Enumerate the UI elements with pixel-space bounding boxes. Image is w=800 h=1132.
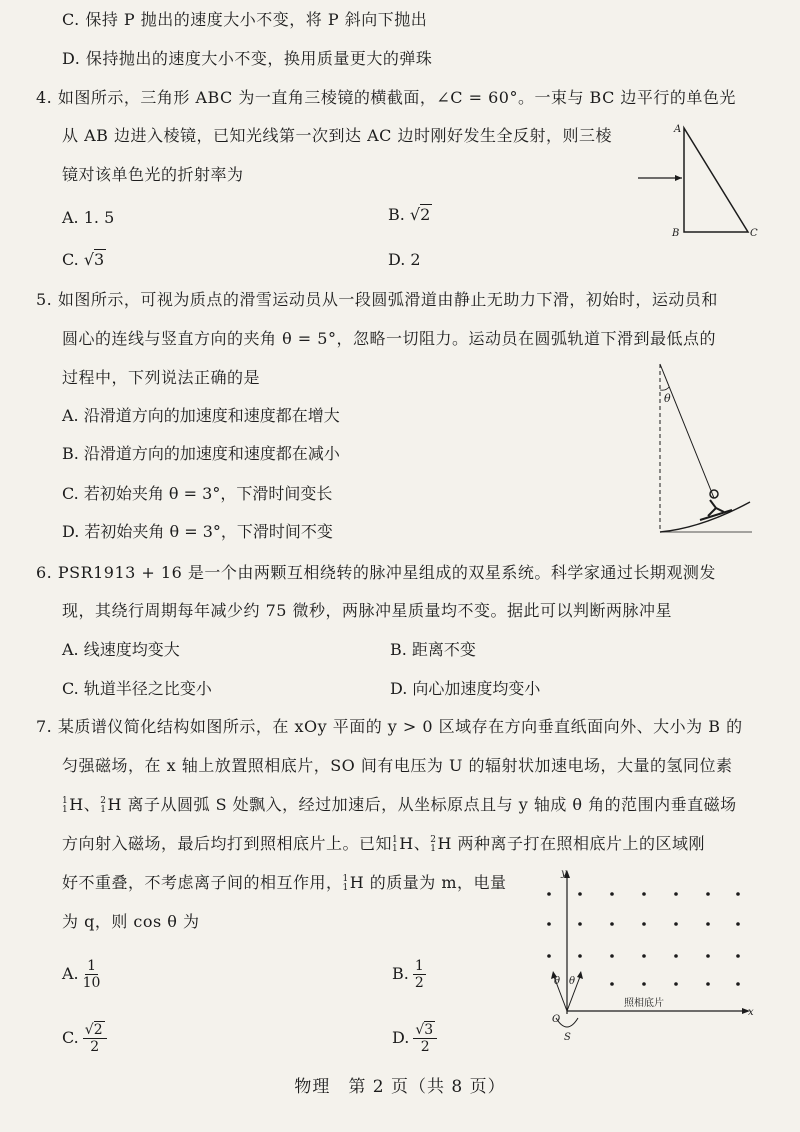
field-dot xyxy=(610,954,614,958)
q7-label-s: S xyxy=(564,1032,571,1043)
q5-stem-line1: 5. 如图所示，可视为质点的滑雪运动员从一段圆弧滑道由静止无助力下滑，初始时，运动员和 xyxy=(36,290,718,309)
q7-stem-line3: 1 1 H、 2 1 H 离子从圆弧 S 处飘入，经过加速后，从坐标原点且与 y 轴成 θ 角的范围内垂直磁场 xyxy=(62,795,737,815)
field-dot xyxy=(642,892,646,896)
field-dot xyxy=(706,892,710,896)
field-dot xyxy=(578,922,582,926)
q4-label-c: C xyxy=(750,228,758,239)
q7-label-film: 照相底片 xyxy=(624,998,664,1009)
field-dot xyxy=(642,922,646,926)
field-dot xyxy=(547,892,551,896)
field-dot xyxy=(706,922,710,926)
q7-stem-line2: 匀强磁场，在 x 轴上放置照相底片，SO 间有电压为 U 的辐射状加速电场，大量的氢同位素 xyxy=(62,756,733,775)
field-dot xyxy=(578,954,582,958)
q4-stem-line1: 4. 如图所示，三角形 ABC 为一直角三棱镜的横截面，∠C = 60°。一束与 BC 边平行的单色光 xyxy=(36,88,736,107)
q5-stem-line2: 圆心的连线与竖直方向的夹角 θ = 5°，忽略一切阻力。运动员在圆弧轨道下滑到最低点的 xyxy=(62,329,716,348)
field-dot xyxy=(674,922,678,926)
q7-mass-spectrometer-figure xyxy=(540,866,760,1046)
q4-stem-line2: 从 AB 边进入棱镜，已知光线第一次到达 AC 边时刚好发生全反射，则三棱 xyxy=(62,126,612,145)
q4-option-b: B. √2 xyxy=(388,205,431,224)
q5-option-d: D. 若初始夹角 θ = 3°，下滑时间不变 xyxy=(62,522,333,541)
isotope-2-1-b: 2 1 xyxy=(430,834,437,854)
q7-option-c: C. $\frac{√2}{2}$ xyxy=(62,1022,107,1055)
q7-stem-line5: 好不重叠，不考虑离子间的相互作用， 1 1 H 的质量为 m，电量 xyxy=(62,873,507,893)
field-dot xyxy=(578,892,582,896)
q6-stem-line1: 6. PSR1913 + 16 是一个由两颗互相绕转的脉冲星组成的双星系统。科学家通过长期观测发 xyxy=(36,563,716,582)
isotope-1-1-b: 1 1 xyxy=(392,834,399,854)
field-dot xyxy=(610,922,614,926)
q5-option-c: C. 若初始夹角 θ = 3°，下滑时间变长 xyxy=(62,484,333,503)
field-dot xyxy=(610,892,614,896)
field-dot xyxy=(736,954,740,958)
q6-option-b: B. 距离不变 xyxy=(390,640,476,659)
isotope-1-1-c: 1 1 xyxy=(342,873,349,893)
q7-option-d: D. $\frac{√3}{2}$ xyxy=(392,1022,437,1055)
field-dot xyxy=(547,922,551,926)
q7-label-theta-left: θ xyxy=(554,976,561,987)
q7-label-theta-right: θ xyxy=(569,976,576,987)
isotope-2-1: 2 1 xyxy=(100,795,107,815)
q7-stem-line1: 7. 某质谱仪简化结构如图所示，在 xOy 平面的 y > 0 区域存在方向垂直纸面向外、大小为 B 的 xyxy=(36,717,743,736)
q7-stem-line6: 为 q，则 cos θ 为 xyxy=(62,912,200,931)
q7-stem-line4: 方向射入磁场，最后均打到照相底片上。已知 1 1 H、 2 1 H 两种离子打在照相底片上的区域刚 xyxy=(62,834,705,854)
q4-option-d: D. 2 xyxy=(388,250,421,269)
skier-icon xyxy=(700,490,732,520)
field-dot xyxy=(736,922,740,926)
q4-label-b: B xyxy=(672,228,680,239)
field-dot xyxy=(642,982,646,986)
q7-label-x: x xyxy=(748,1007,754,1018)
q7-label-o: O xyxy=(552,1014,561,1025)
magnetic-field-dots xyxy=(547,892,740,986)
q4-label-a: A xyxy=(674,124,682,135)
field-dot xyxy=(674,892,678,896)
q5-option-b: B. 沿滑道方向的加速度和速度都在减小 xyxy=(62,444,340,463)
field-dot xyxy=(610,982,614,986)
q5-label-theta: θ xyxy=(664,392,671,405)
field-dot xyxy=(706,982,710,986)
q3-option-c: C. 保持 P 抛出的速度大小不变，将 P 斜向下抛出 xyxy=(62,10,428,29)
field-dot xyxy=(736,982,740,986)
q4-option-a: A. 1. 5 xyxy=(62,208,115,227)
q4-stem-line3: 镜对该单色光的折射率为 xyxy=(62,165,244,184)
q7-label-y: y xyxy=(561,868,567,879)
field-dot xyxy=(642,954,646,958)
isotope-1-1: 1 1 xyxy=(62,795,69,815)
q5-option-a: A. 沿滑道方向的加速度和速度都在增大 xyxy=(62,406,340,425)
q7-option-a: A. $\frac{1}{10}$ xyxy=(62,958,101,991)
field-dot xyxy=(547,954,551,958)
q6-stem-line2: 现，其绕行周期每年减少约 75 微秒，两脉冲星质量均不变。据此可以判断两脉冲星 xyxy=(62,601,673,620)
field-dot xyxy=(674,982,678,986)
q5-skier-figure xyxy=(652,360,762,538)
q6-option-c: C. 轨道半径之比变小 xyxy=(62,679,212,698)
field-dot xyxy=(674,954,678,958)
q4-option-c: C. √3 xyxy=(62,250,105,269)
page-footer: 物理 第 2 页（共 8 页） xyxy=(294,1077,506,1097)
q6-option-a: A. 线速度均变大 xyxy=(62,640,180,659)
q6-option-d: D. 向心加速度均变小 xyxy=(390,679,541,698)
q4-prism-figure xyxy=(632,120,762,240)
field-dot xyxy=(706,954,710,958)
q5-stem-line3: 过程中，下列说法正确的是 xyxy=(62,368,261,387)
field-dot xyxy=(736,892,740,896)
q3-option-d: D. 保持抛出的速度大小不变，换用质量更大的弹珠 xyxy=(62,49,433,68)
q7-option-b: B. $\frac{1}{2}$ xyxy=(392,958,424,991)
